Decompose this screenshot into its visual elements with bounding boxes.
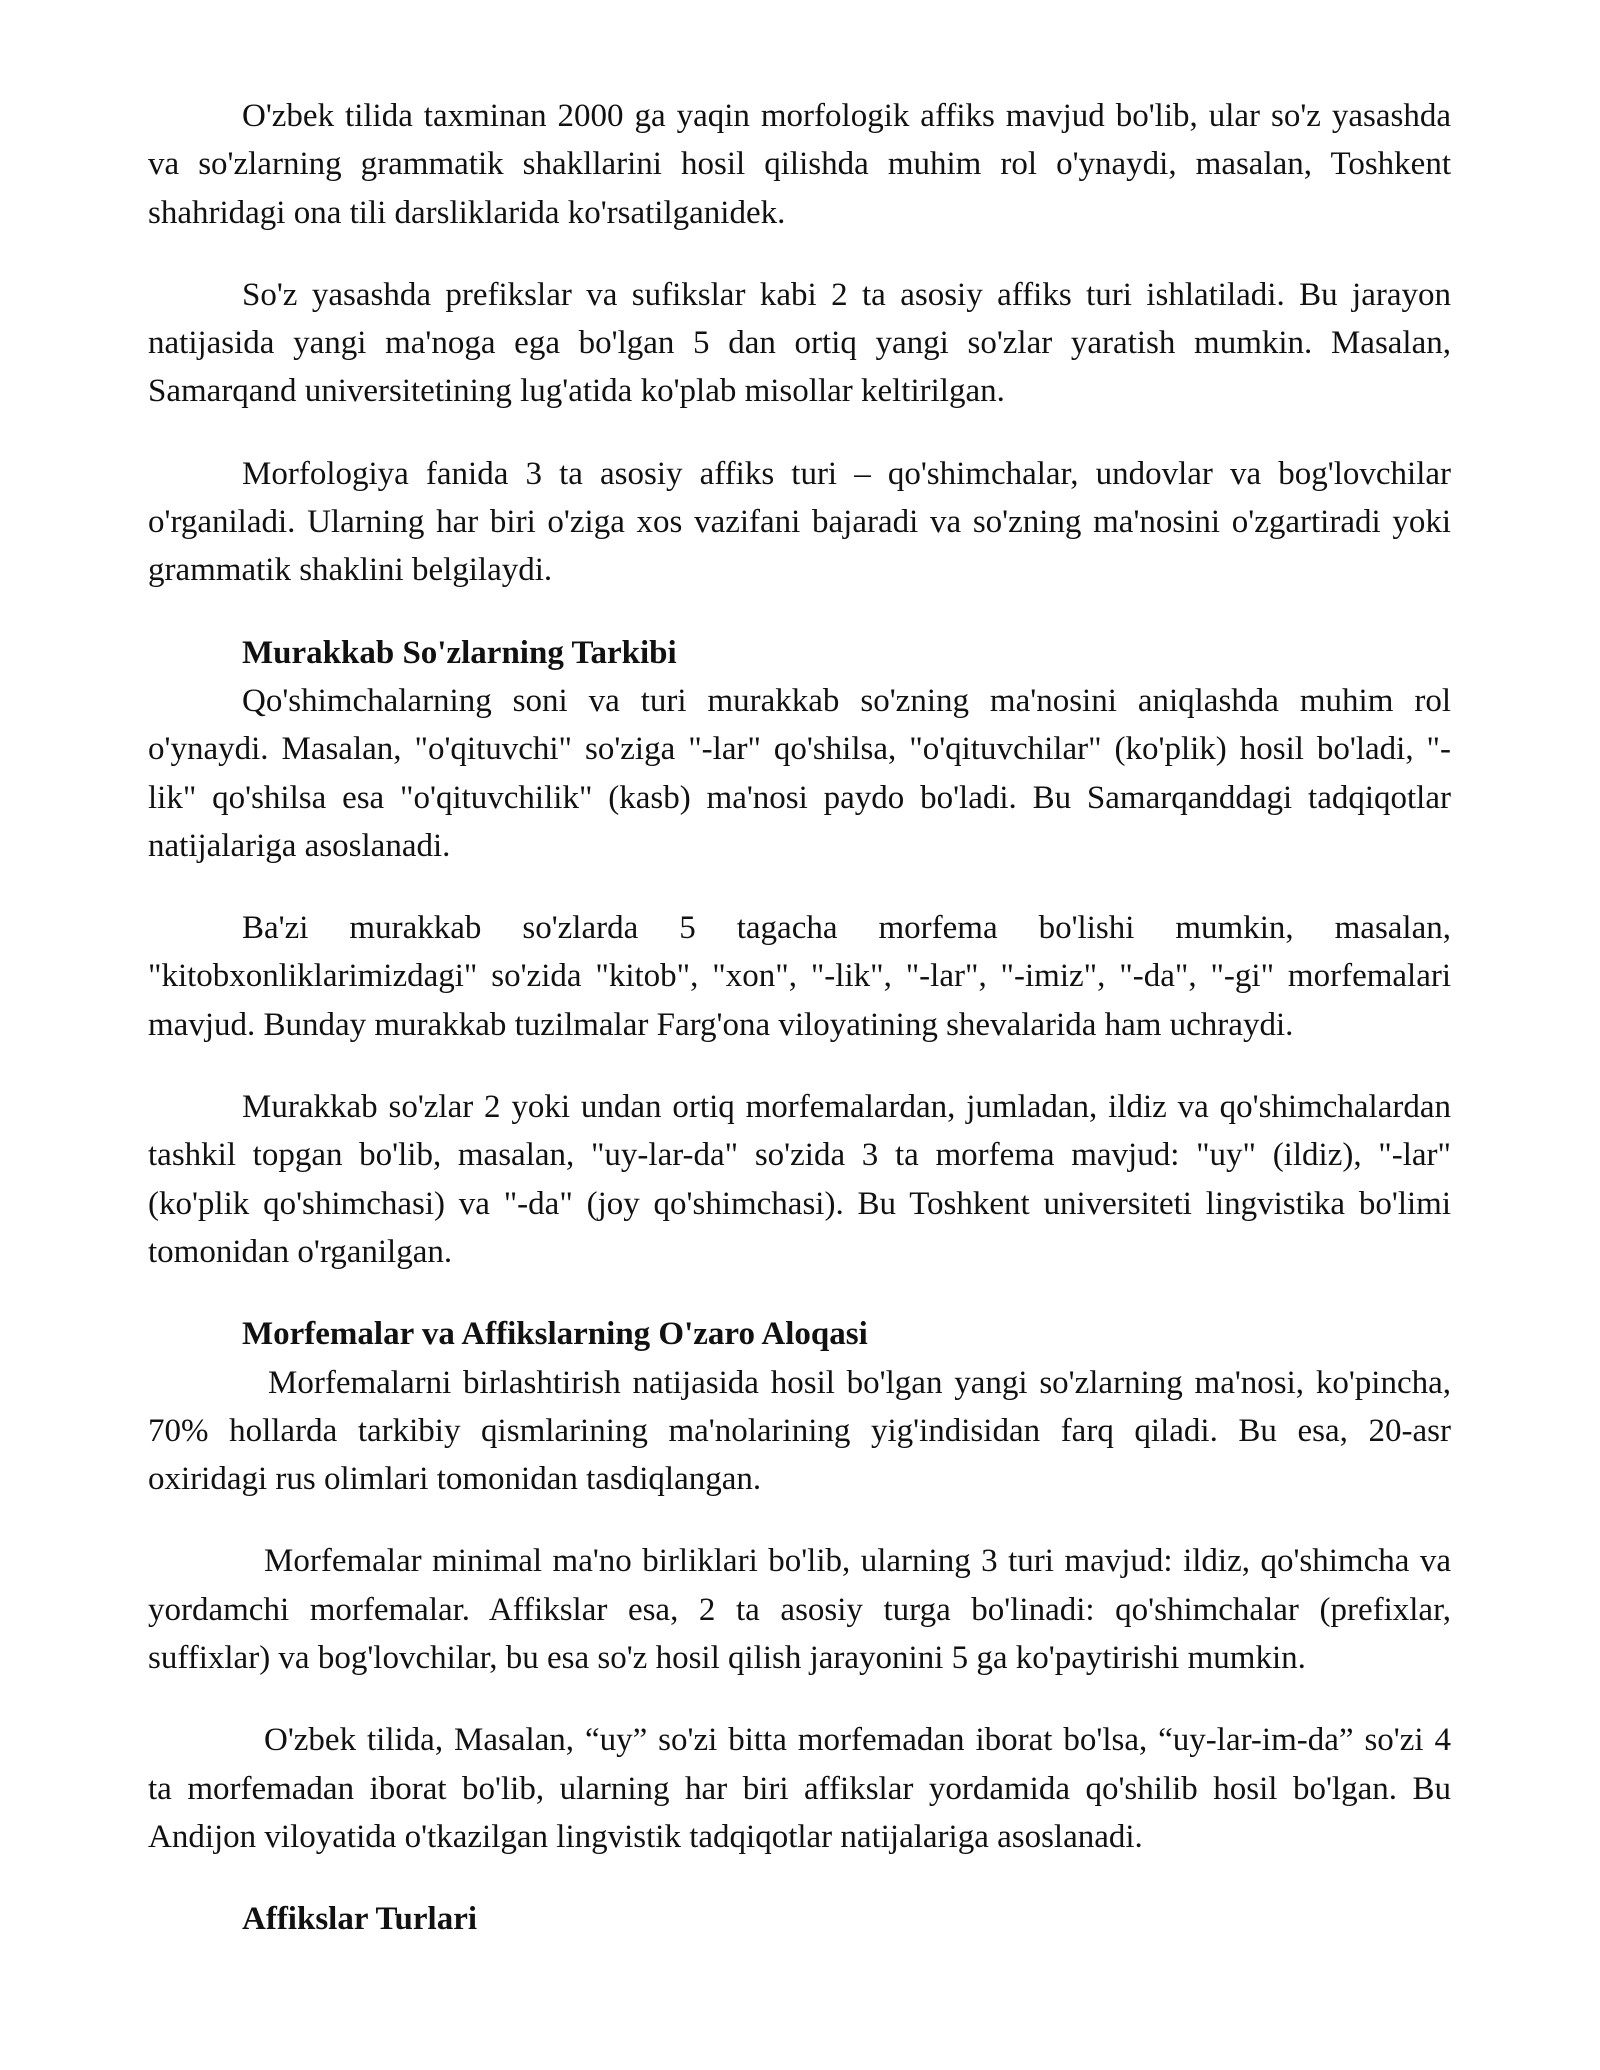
section-affikslar	[148, 1895, 1451, 1943]
paragraph-morfemalar-2: Morfemalar minimal ma'no birliklari bo'lib, ularning 3 turi mavjud: ildiz, qo'shimcha va yordamchi morfemalar. Affikslar esa, 2 ta asosiy turga bo'linadi: qo'shimchalar (prefixlar, suffixlar) va bog'lovchilar, bu esa so'z hosil qilish jarayonini 5 ga ko'paytirishi mumkin.	[148, 1543, 1451, 1677]
section-murakkab	[148, 629, 1451, 1277]
section-heading-affikslar: Affikslar Turlari	[242, 1901, 478, 1938]
paragraph-intro-2: So'z yasashda prefikslar va sufikslar kabi 2 ta asosiy affiks turi ishlatiladi. Bu jarayon natijasida yangi ma'noga ega bo'lgan 5 dan ortiq yangi so'zlar yaratish mumkin. Masalan, Samarqand universitetining lug'atida ko'plab misollar keltirilgan.	[148, 276, 1451, 410]
paragraph-murakkab-3: Murakkab so'zlar 2 yoki undan ortiq morfemalardan, jumladan, ildiz va qo'shimchalardan tashkil topgan bo'lib, masalan, "uy-lar-da" so'zida 3 ta morfema mavjud: "uy" (ildiz), "-lar" (ko'plik qo'shimchasi) va "-da" (joy qo'shimchasi). Bu Toshkent universiteti lingvistika bo'limi tomonidan o'rganilgan.	[148, 1089, 1451, 1270]
paragraph-morfemalar-3: O'zbek tilida, Masalan, “uy” so'zi bitta morfemadan iborat bo'lsa, “uy-lar-im-da” so'zi 4 ta morfemadan iborat bo'lib, ularning har biri affikslar yordamida qo'shilib hosil bo'lgan. Bu Andijon viloyatida o'tkazilgan lingvistik tadqiqotlar natijalariga asoslanadi.	[148, 1722, 1451, 1855]
paragraph-murakkab-2: Ba'zi murakkab so'zlarda 5 tagacha morfema bo'lishi mumkin, masalan, "kitobxonliklarimizdagi" so'zida "kitob", "xon", "-lik", "-lar", "-imiz", "-da", "-gi" morfemalari mavjud. Bunday murakkab tuzilmalar Farg'ona viloyatining shevalarida ham uchraydi.	[148, 910, 1451, 1043]
paragraph-intro-1: O'zbek tilida taxminan 2000 ga yaqin morfologik affiks mavjud bo'lib, ular so'z yasashda va so'zlarning grammatik shakllarini hosil qilishda muhim rol o'ynaydi, masalan, Toshkent shahridagi ona tili darsliklarida ko'rsatilganidek.	[148, 98, 1451, 231]
section-heading-morfemalar: Morfemalar va Affikslarning O'zaro Aloqasi	[242, 1316, 868, 1353]
section-heading-murakkab: Murakkab So'zlarning Tarkibi	[242, 634, 677, 671]
paragraph-morfemalar-1: Morfemalarni birlashtirish natijasida hosil bo'lgan yangi so'zlarning ma'nosi, ko'pincha, 70% hollarda tarkibiy qismlarining ma'nolarining yig'indisidan farq qiladi. Bu esa, 20-asr oxiridagi rus olimlari tomonidan tasdiqlangan.	[148, 1364, 1451, 1498]
section-morfemalar	[148, 1310, 1451, 1861]
paragraph-murakkab-1: Qo'shimchalarning soni va turi murakkab so'zning ma'nosini aniqlashda muhim rol o'ynaydi. Masalan, "o'qituvchi" so'ziga "-lar" qo'shilsa, "o'qituvchilar" (ko'plik) hosil bo'ladi, "-lik" qo'shilsa esa "o'qituvchilik" (kasb) ma'nosi paydo bo'ladi. Bu Samarqanddagi tadqiqotlar natijalariga asoslanadi.	[148, 682, 1451, 864]
paragraph-intro-3: Morfologiya fanida 3 ta asosiy affiks turi – qo'shimchalar, undovlar va bog'lovchilar o'rganiladi. Ularning har biri o'ziga xos vazifani bajaradi va so'zning ma'nosini o'zgartiradi yoki grammatik shaklini belgilaydi.	[148, 455, 1451, 589]
document-page	[148, 92, 1451, 1944]
